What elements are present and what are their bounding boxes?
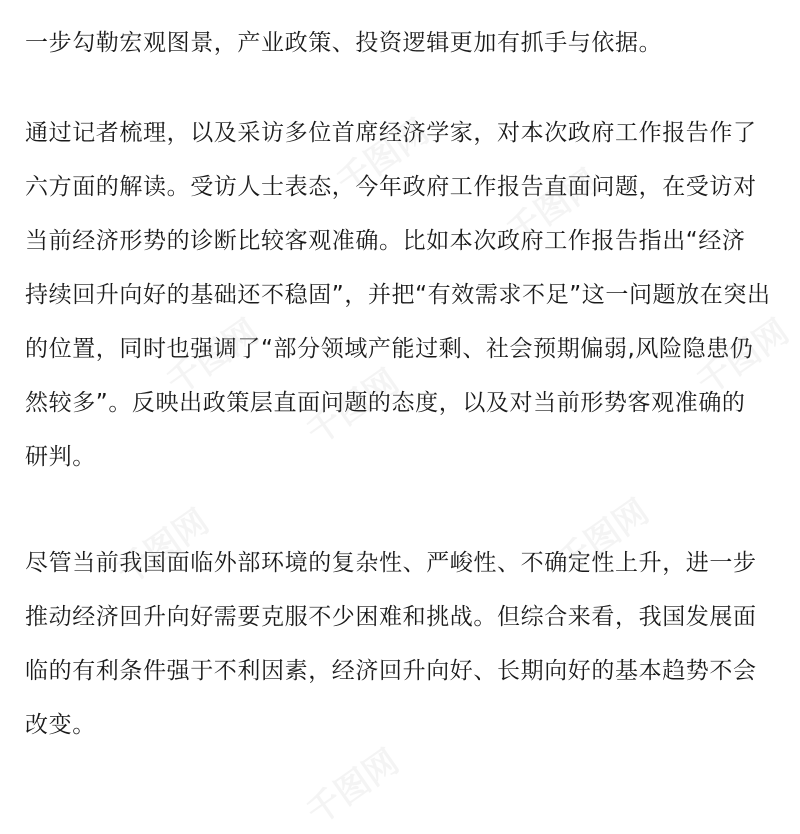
watermark: 千图网 (689, 311, 797, 404)
paragraph-2-line-6: 然较多”。反映出政策层直面问题的态度，以及对当前形势客观准确的 (25, 390, 746, 416)
paragraph-3-line-2: 推动经济回升向好需要克服不少困难和挑战。但综合来看，我国发展面 (25, 604, 757, 630)
paragraph-2-line-7: 研判。 (25, 444, 96, 470)
watermark: 千图网 (299, 361, 407, 454)
watermark: 千图网 (329, 111, 437, 204)
paragraph-2-line-2: 六方面的解读。受访人士表态，今年政府工作报告直面问题，在受访对 (25, 174, 757, 200)
paragraph-3-line-3: 临的有利条件强于不利因素，经济回升向好、长期向好的基本趋势不会 (25, 658, 757, 684)
watermark: 千图网 (499, 161, 607, 254)
watermark: 千图网 (109, 501, 217, 594)
paragraph-3-line-1: 尽管当前我国面临外部环境的复杂性、严峻性、不确定性上升，进一步 (25, 550, 757, 576)
watermark: 千图网 (159, 311, 267, 404)
paragraph-2-line-4: 持续回升向好的基础还不稳固”，并把“有效需求不足”这一问题放在突出 (25, 282, 771, 308)
paragraph-1-line-1: 一步勾勒宏观图景，产业政策、投资逻辑更加有抓手与依据。 (25, 30, 663, 56)
watermark: 千图网 (299, 741, 407, 834)
paragraph-2-line-1: 通过记者梳理，以及采访多位首席经济学家，对本次政府工作报告作了 (25, 120, 757, 146)
watermark: 千图网 (549, 491, 657, 584)
paragraph-3-line-4: 改变。 (25, 712, 96, 738)
paragraph-2-line-5: 的位置，同时也强调了“部分领域产能过剩、社会预期偏弱,风险隐患仍 (25, 336, 754, 362)
paragraph-2-line-3: 当前经济形势的诊断比较客观准确。比如本次政府工作报告指出“经济 (25, 228, 746, 254)
